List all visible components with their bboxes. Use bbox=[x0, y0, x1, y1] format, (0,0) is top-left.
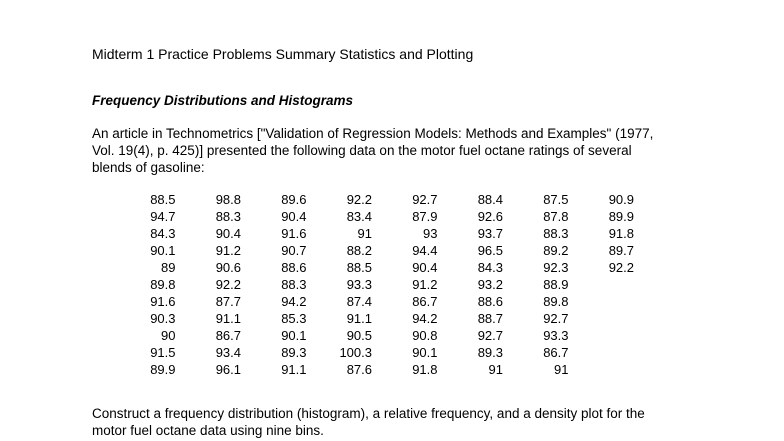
table-cell bbox=[569, 310, 635, 327]
table-cell: 89.8 bbox=[543, 294, 569, 309]
table-cell: 94.7 bbox=[150, 209, 176, 224]
table-cell: 86.7 bbox=[543, 345, 569, 360]
table-cell: 90.5 bbox=[346, 328, 372, 343]
table-cell: 87.6 bbox=[346, 362, 372, 377]
table-cell: 84.3 bbox=[477, 260, 503, 275]
table-cell: 91.6 bbox=[281, 226, 307, 241]
table-cell: 91.1 bbox=[215, 311, 241, 326]
table-cell: 87.9 bbox=[412, 209, 438, 224]
table-cell: 87.8 bbox=[543, 209, 569, 224]
table-cell: 100.3 bbox=[339, 345, 372, 360]
table-cell: 88.6 bbox=[281, 260, 307, 275]
table-cell: 93 bbox=[423, 226, 438, 241]
table-cell: 88.9 bbox=[543, 277, 569, 292]
table-cell: 93.7 bbox=[477, 226, 503, 241]
table-cell: 88.5 bbox=[150, 192, 176, 207]
table-cell: 90.8 bbox=[412, 328, 438, 343]
table-cell: 91 bbox=[488, 362, 503, 377]
table-cell: 92.2 bbox=[608, 260, 634, 275]
table-cell: 92.2 bbox=[215, 277, 241, 292]
intro-line: blends of gasoline: bbox=[92, 160, 205, 175]
table-cell: 88.3 bbox=[281, 277, 307, 292]
table-cell: 90 bbox=[161, 328, 176, 343]
table-cell bbox=[569, 361, 635, 378]
table-cell bbox=[569, 327, 635, 344]
table-cell: 91 bbox=[554, 362, 569, 377]
table-cell: 92.2 bbox=[346, 192, 372, 207]
table-cell: 88.7 bbox=[477, 311, 503, 326]
instruction-line: Construct a frequency distribution (histogram), a relative frequency, and a density plot for the bbox=[92, 406, 645, 421]
table-cell: 91.8 bbox=[608, 226, 634, 241]
table-cell: 91.1 bbox=[281, 362, 307, 377]
table-cell: 90.4 bbox=[412, 260, 438, 275]
table-cell: 92.6 bbox=[477, 209, 503, 224]
table-cell: 85.3 bbox=[281, 311, 307, 326]
table-cell: 90.1 bbox=[412, 345, 438, 360]
table-cell: 90.6 bbox=[215, 260, 241, 275]
intro-line: An article in Technometrics ["Validation of Regression Models: Methods and Examples" (1977, bbox=[92, 126, 654, 141]
table-cell: 89.3 bbox=[281, 345, 307, 360]
table-cell: 91.8 bbox=[412, 362, 438, 377]
table-cell: 92.7 bbox=[477, 328, 503, 343]
table-cell: 94.4 bbox=[412, 243, 438, 258]
table-cell: 83.4 bbox=[346, 209, 372, 224]
table-row bbox=[110, 208, 634, 225]
table-row bbox=[110, 293, 634, 310]
instruction-line: motor fuel octane data using nine bins. bbox=[92, 423, 324, 438]
table-cell: 90.7 bbox=[281, 243, 307, 258]
table-cell: 89.7 bbox=[608, 243, 634, 258]
table-cell: 88.4 bbox=[477, 192, 503, 207]
table-cell: 90.3 bbox=[150, 311, 176, 326]
table-cell: 91.1 bbox=[346, 311, 372, 326]
table-cell: 84.3 bbox=[150, 226, 176, 241]
table-cell: 90.1 bbox=[150, 243, 176, 258]
section-heading: Frequency Distributions and Histograms bbox=[92, 93, 354, 108]
instructions-paragraph bbox=[92, 405, 712, 439]
table-cell: 92.3 bbox=[543, 260, 569, 275]
table-cell: 89 bbox=[161, 260, 176, 275]
table-cell: 87.5 bbox=[543, 192, 569, 207]
table-cell: 88.3 bbox=[215, 209, 241, 224]
intro-line: Vol. 19(4), p. 425)] presented the following data on the motor fuel octane ratings of several bbox=[92, 143, 632, 158]
octane-data-table bbox=[110, 191, 634, 378]
table-cell: 91 bbox=[357, 226, 372, 241]
table-cell: 91.2 bbox=[412, 277, 438, 292]
table-cell bbox=[569, 344, 635, 361]
table-row bbox=[110, 361, 634, 378]
table-cell: 88.5 bbox=[346, 260, 372, 275]
table-cell: 90.4 bbox=[215, 226, 241, 241]
table-row bbox=[110, 242, 634, 259]
intro-paragraph bbox=[92, 125, 692, 176]
table-cell: 93.3 bbox=[543, 328, 569, 343]
table-cell: 93.4 bbox=[215, 345, 241, 360]
table-cell: 88.3 bbox=[543, 226, 569, 241]
table-cell: 92.7 bbox=[412, 192, 438, 207]
table-cell: 93.3 bbox=[346, 277, 372, 292]
table-cell: 98.8 bbox=[215, 192, 241, 207]
table-cell: 87.4 bbox=[346, 294, 372, 309]
table-cell: 89.6 bbox=[281, 192, 307, 207]
table-row bbox=[110, 310, 634, 327]
table-cell: 94.2 bbox=[412, 311, 438, 326]
table-cell: 89.9 bbox=[150, 362, 176, 377]
table-cell: 91.2 bbox=[215, 243, 241, 258]
table-cell bbox=[569, 276, 635, 293]
table-cell bbox=[569, 293, 635, 310]
table-cell: 93.2 bbox=[477, 277, 503, 292]
table-row bbox=[110, 191, 634, 208]
table-row bbox=[110, 276, 634, 293]
table-cell: 91.6 bbox=[150, 294, 176, 309]
table-cell: 86.7 bbox=[412, 294, 438, 309]
table-row bbox=[110, 225, 634, 242]
table-cell: 89.2 bbox=[543, 243, 569, 258]
table-cell: 89.3 bbox=[477, 345, 503, 360]
table-row bbox=[110, 327, 634, 344]
table-cell: 92.7 bbox=[543, 311, 569, 326]
table-cell: 90.4 bbox=[281, 209, 307, 224]
table-cell: 87.7 bbox=[215, 294, 241, 309]
table-cell: 88.2 bbox=[346, 243, 372, 258]
table-row bbox=[110, 344, 634, 361]
table-cell: 86.7 bbox=[215, 328, 241, 343]
table-cell: 88.6 bbox=[477, 294, 503, 309]
table-cell: 91.5 bbox=[150, 345, 176, 360]
table-cell: 90.9 bbox=[608, 192, 634, 207]
table-cell: 89.8 bbox=[150, 277, 176, 292]
table-cell: 96.1 bbox=[215, 362, 241, 377]
table-cell: 94.2 bbox=[281, 294, 307, 309]
document-title: Midterm 1 Practice Problems Summary Statistics and Plotting bbox=[92, 46, 474, 62]
table-cell: 90.1 bbox=[281, 328, 307, 343]
table-cell: 96.5 bbox=[477, 243, 503, 258]
table-cell: 89.9 bbox=[608, 209, 634, 224]
octane-table-body bbox=[110, 191, 634, 378]
table-row bbox=[110, 259, 634, 276]
